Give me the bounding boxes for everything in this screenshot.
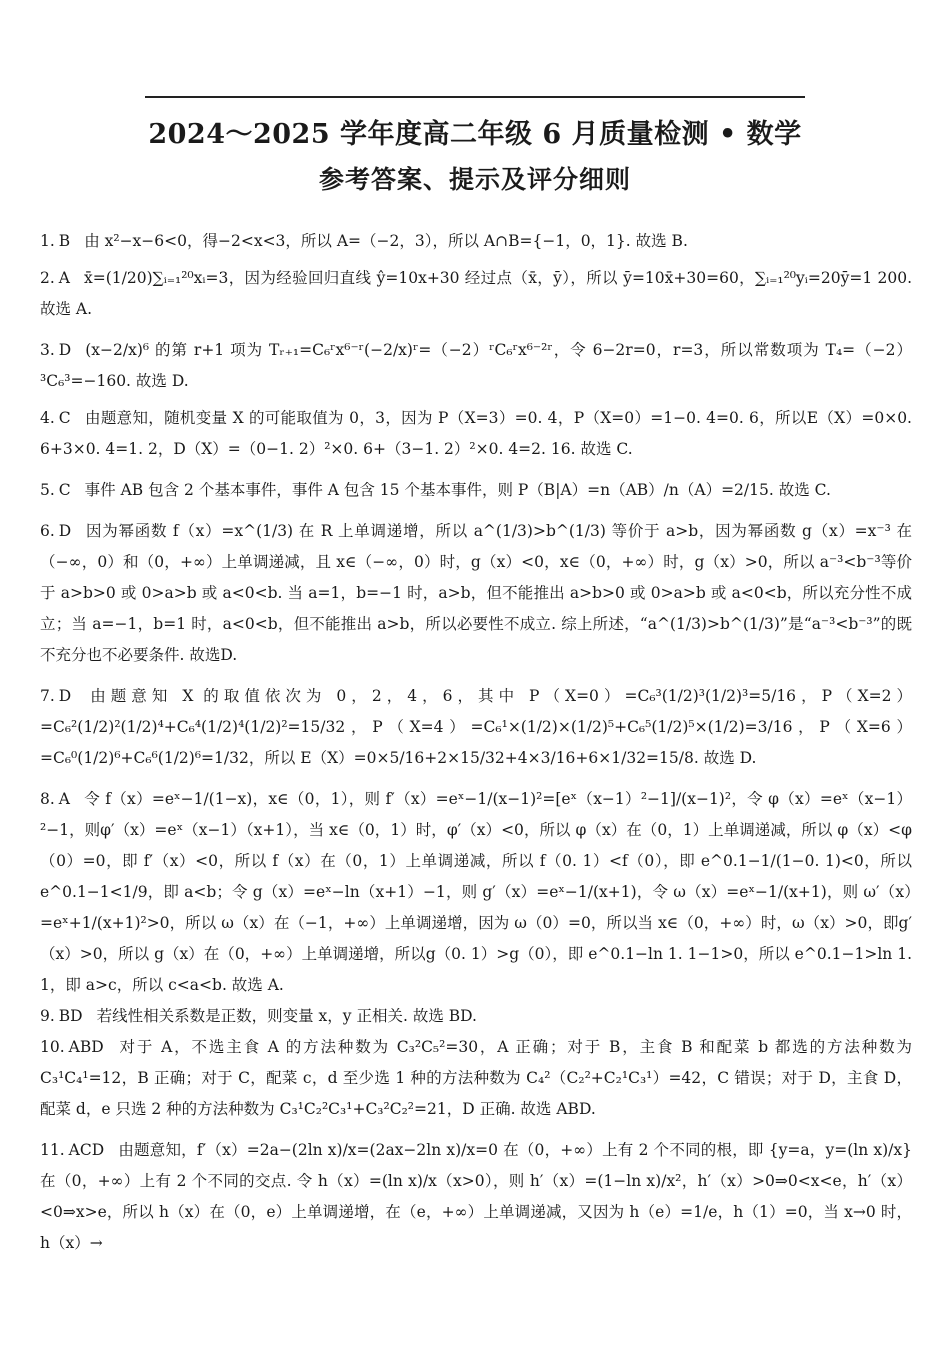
item-number: 10. — [40, 1038, 65, 1056]
page-subtitle: 参考答案、提示及评分细则 — [318, 165, 631, 194]
item-number: 11. — [40, 1141, 65, 1159]
solution-item-11 — [40, 1135, 912, 1259]
item-explanation: 因为幂函数 f（x）=x^(1/3) 在 R 上单调递增，所以 a^(1/3)>b^(1/3) 等价于 a>b，因为幂函数 g（x）=x⁻³ 在（−∞，0）和（0，+∞）上单调递减，且 x∈（−∞，0）时，g（x）<0，x∈（0，+∞）时，g（x）>0，所以 a⁻³<b⁻³等价于 a>b>0 或 0>a>b 或 a<0<b. 当 a=1，b=−1 时，a>b，但不能推出 a>b>0 或 0>a>b 或 a<0<b，所以充分性不成立；当 a=−1，b=1 时，a<0<b，但不能推出 a>b，所以必要性不成立. 综上所述，“a^(1/3)>b^(1/3)”是“a⁻³<b⁻³”的既不充分也不必要条件. 故选D. — [40, 522, 912, 664]
item-answer: A — [58, 269, 70, 287]
solution-item-8 — [40, 784, 912, 1001]
solution-item-9 — [40, 1001, 912, 1032]
item-answer: D — [58, 522, 72, 540]
item-explanation: 令 f（x）=eˣ−1/(1−x)，x∈（0，1），则 f′（x）=eˣ−1/(x−1)²=[eˣ（x−1）²−1]/(x−1)²，令 φ（x）=eˣ（x−1）²−1，则φ′（x）=eˣ（x−1）（x+1），当 x∈（0，1）时，φ′（x）<0，所以 φ（x）在（0，1）上单调递减，所以 φ（x）<φ（0）=0，即 f′（x）<0，所以 f（x）在（0，1）上单调递减，所以 f（0. 1）<f（0），即 e^0.1−1/(1−0. 1)<0，所以 e^0.1−1<1/9，即 a<b；令 g（x）=eˣ−ln（x+1）−1，则 g′（x）=eˣ−1/(x+1)，令 ω（x）=eˣ−1/(x+1)，则 ω′（x）=eˣ+1/(x+1)²>0，所以 ω（x）在（−1，+∞）上单调递增，因为 ω（0）=0，所以当 x∈（0，+∞）时，ω（x）>0，即g′（x）>0，所以 g（x）在（0，+∞）上单调递增，所以g（0. 1）>g（0），即 e^0.1−ln 1. 1−1>0，所以 e^0.1−1>ln 1. 1，即 a>c，所以 c<a<b. 故选 A. — [40, 790, 912, 994]
solution-item-2 — [40, 263, 912, 325]
item-explanation: 由题意知，随机变量 X 的可能取值为 0，3，因为 P（X=3）=0. 4，P（X=0）=1−0. 4=0. 6，所以E（X）=0×0. 6+3×0. 4=1. 2，D（X）=（0−1. 2）²×0. 6+（3−1. 2）²×0. 4=2. 16. 故选 C. — [40, 409, 912, 458]
item-answer: BD — [58, 1007, 83, 1025]
item-explanation: 若线性相关系数是正数，则变量 x，y 正相关. 故选 BD. — [96, 1007, 477, 1025]
item-answer: ABD — [68, 1038, 104, 1056]
item-explanation: 由题意知 X 的取值依次为 0，2，4，6，其中 P（X=0）=C₆³(1/2)³(1/2)³=5/16，P（X=2）=C₆²(1/2)²(1/2)⁴+C₆⁴(1/2)⁴(1/2)²=15/32，P（X=4）=C₆¹×(1/2)×(1/2)⁵+C₆⁵(1/2)⁵×(1/2)=3/16，P（X=6）=C₆⁰(1/2)⁶+C₆⁶(1/2)⁶=1/32，所以 E（X）=0×5/16+2×15/32+4×3/16+6×1/32=15/8. 故选 D. — [40, 687, 912, 767]
item-explanation: x̄=(1/20)∑ᵢ₌₁²⁰xᵢ=3，因为经验回归直线 ŷ=10x+30 经过点（x̄，ȳ），所以 ȳ=10x̄+30=60，∑ᵢ₌₁²⁰yᵢ=20ȳ=1 200. 故选 A. — [40, 269, 912, 318]
item-number: 3. — [40, 341, 55, 359]
item-number: 8. — [40, 790, 55, 808]
item-explanation: 由题意知，f′（x）=2a−(2ln x)/x=(2ax−2ln x)/x=0 在（0，+∞）上有 2 个不同的根，即 {y=a，y=(ln x)/x} 在（0，+∞）上有 2 个不同的交点. 令 h（x）=(ln x)/x（x>0），则 h′（x）=(1−ln x)/x²，h′（x）>0⇒0<x<e，h′（x）<0⇒x>e，所以 h（x）在（0，e）上单调递增，在（e，+∞）上单调递减，又因为 h（e）=1/e，h（1）=0，当 x→0 时，h（x）→ — [40, 1141, 912, 1252]
item-answer: D — [58, 687, 72, 705]
solutions-body — [40, 226, 912, 1259]
item-explanation: 由 x²−x−6<0，得−2<x<3，所以 A=（−2，3），所以 A∩B={−1，0，1}. 故选 B. — [84, 232, 688, 250]
item-answer: C — [58, 409, 71, 427]
solution-item-1 — [40, 226, 912, 257]
item-number: 4. — [40, 409, 55, 427]
item-explanation: 事件 AB 包含 2 个基本事件，事件 A 包含 15 个基本事件，则 P（B|A）=n（AB）/n（A）=2/15. 故选 C. — [84, 481, 831, 499]
item-answer: ACD — [68, 1141, 105, 1159]
item-number: 7. — [40, 687, 55, 705]
item-explanation: (x−2/x)⁶ 的第 r+1 项为 Tᵣ₊₁=C₆ʳx⁶⁻ʳ(−2/x)ʳ=（−2）ʳC₆ʳx⁶⁻²ʳ，令 6−2r=0，r=3，所以常数项为 T₄=（−2）³C₆³=−160. 故选 D. — [40, 341, 912, 390]
item-explanation: 对于 A，不选主食 A 的方法种数为 C₃²C₅²=30，A 正确；对于 B，主食 B 和配菜 b 都选的方法种数为 C₃¹C₄¹=12，B 正确；对于 C，配菜 c，d 至少选 1 种的方法种数为 C₄²（C₂²+C₂¹C₃¹）=42，C 错误；对于 D，主食 D，配菜 d，e 只选 2 种的方法种数为 C₃¹C₂²C₃¹+C₃²C₂²=21，D 正确. 故选 ABD. — [40, 1038, 912, 1118]
item-number: 6. — [40, 522, 55, 540]
item-answer: B — [58, 232, 71, 250]
item-answer: A — [58, 790, 70, 808]
page-title: 2024～2025 学年度高二年级 6 月质量检测 • 数学 — [148, 119, 802, 150]
solution-item-6 — [40, 516, 912, 671]
solution-item-10 — [40, 1032, 912, 1125]
item-number: 9. — [40, 1007, 55, 1025]
item-number: 2. — [40, 269, 55, 287]
item-number: 1. — [40, 232, 55, 250]
header-rule — [145, 96, 805, 98]
solution-item-3 — [40, 335, 912, 397]
item-answer: D — [58, 341, 72, 359]
solution-item-5 — [40, 475, 912, 506]
item-answer: C — [58, 481, 71, 499]
solution-item-4 — [40, 403, 912, 465]
solution-item-7 — [40, 681, 912, 774]
item-number: 5. — [40, 481, 55, 499]
